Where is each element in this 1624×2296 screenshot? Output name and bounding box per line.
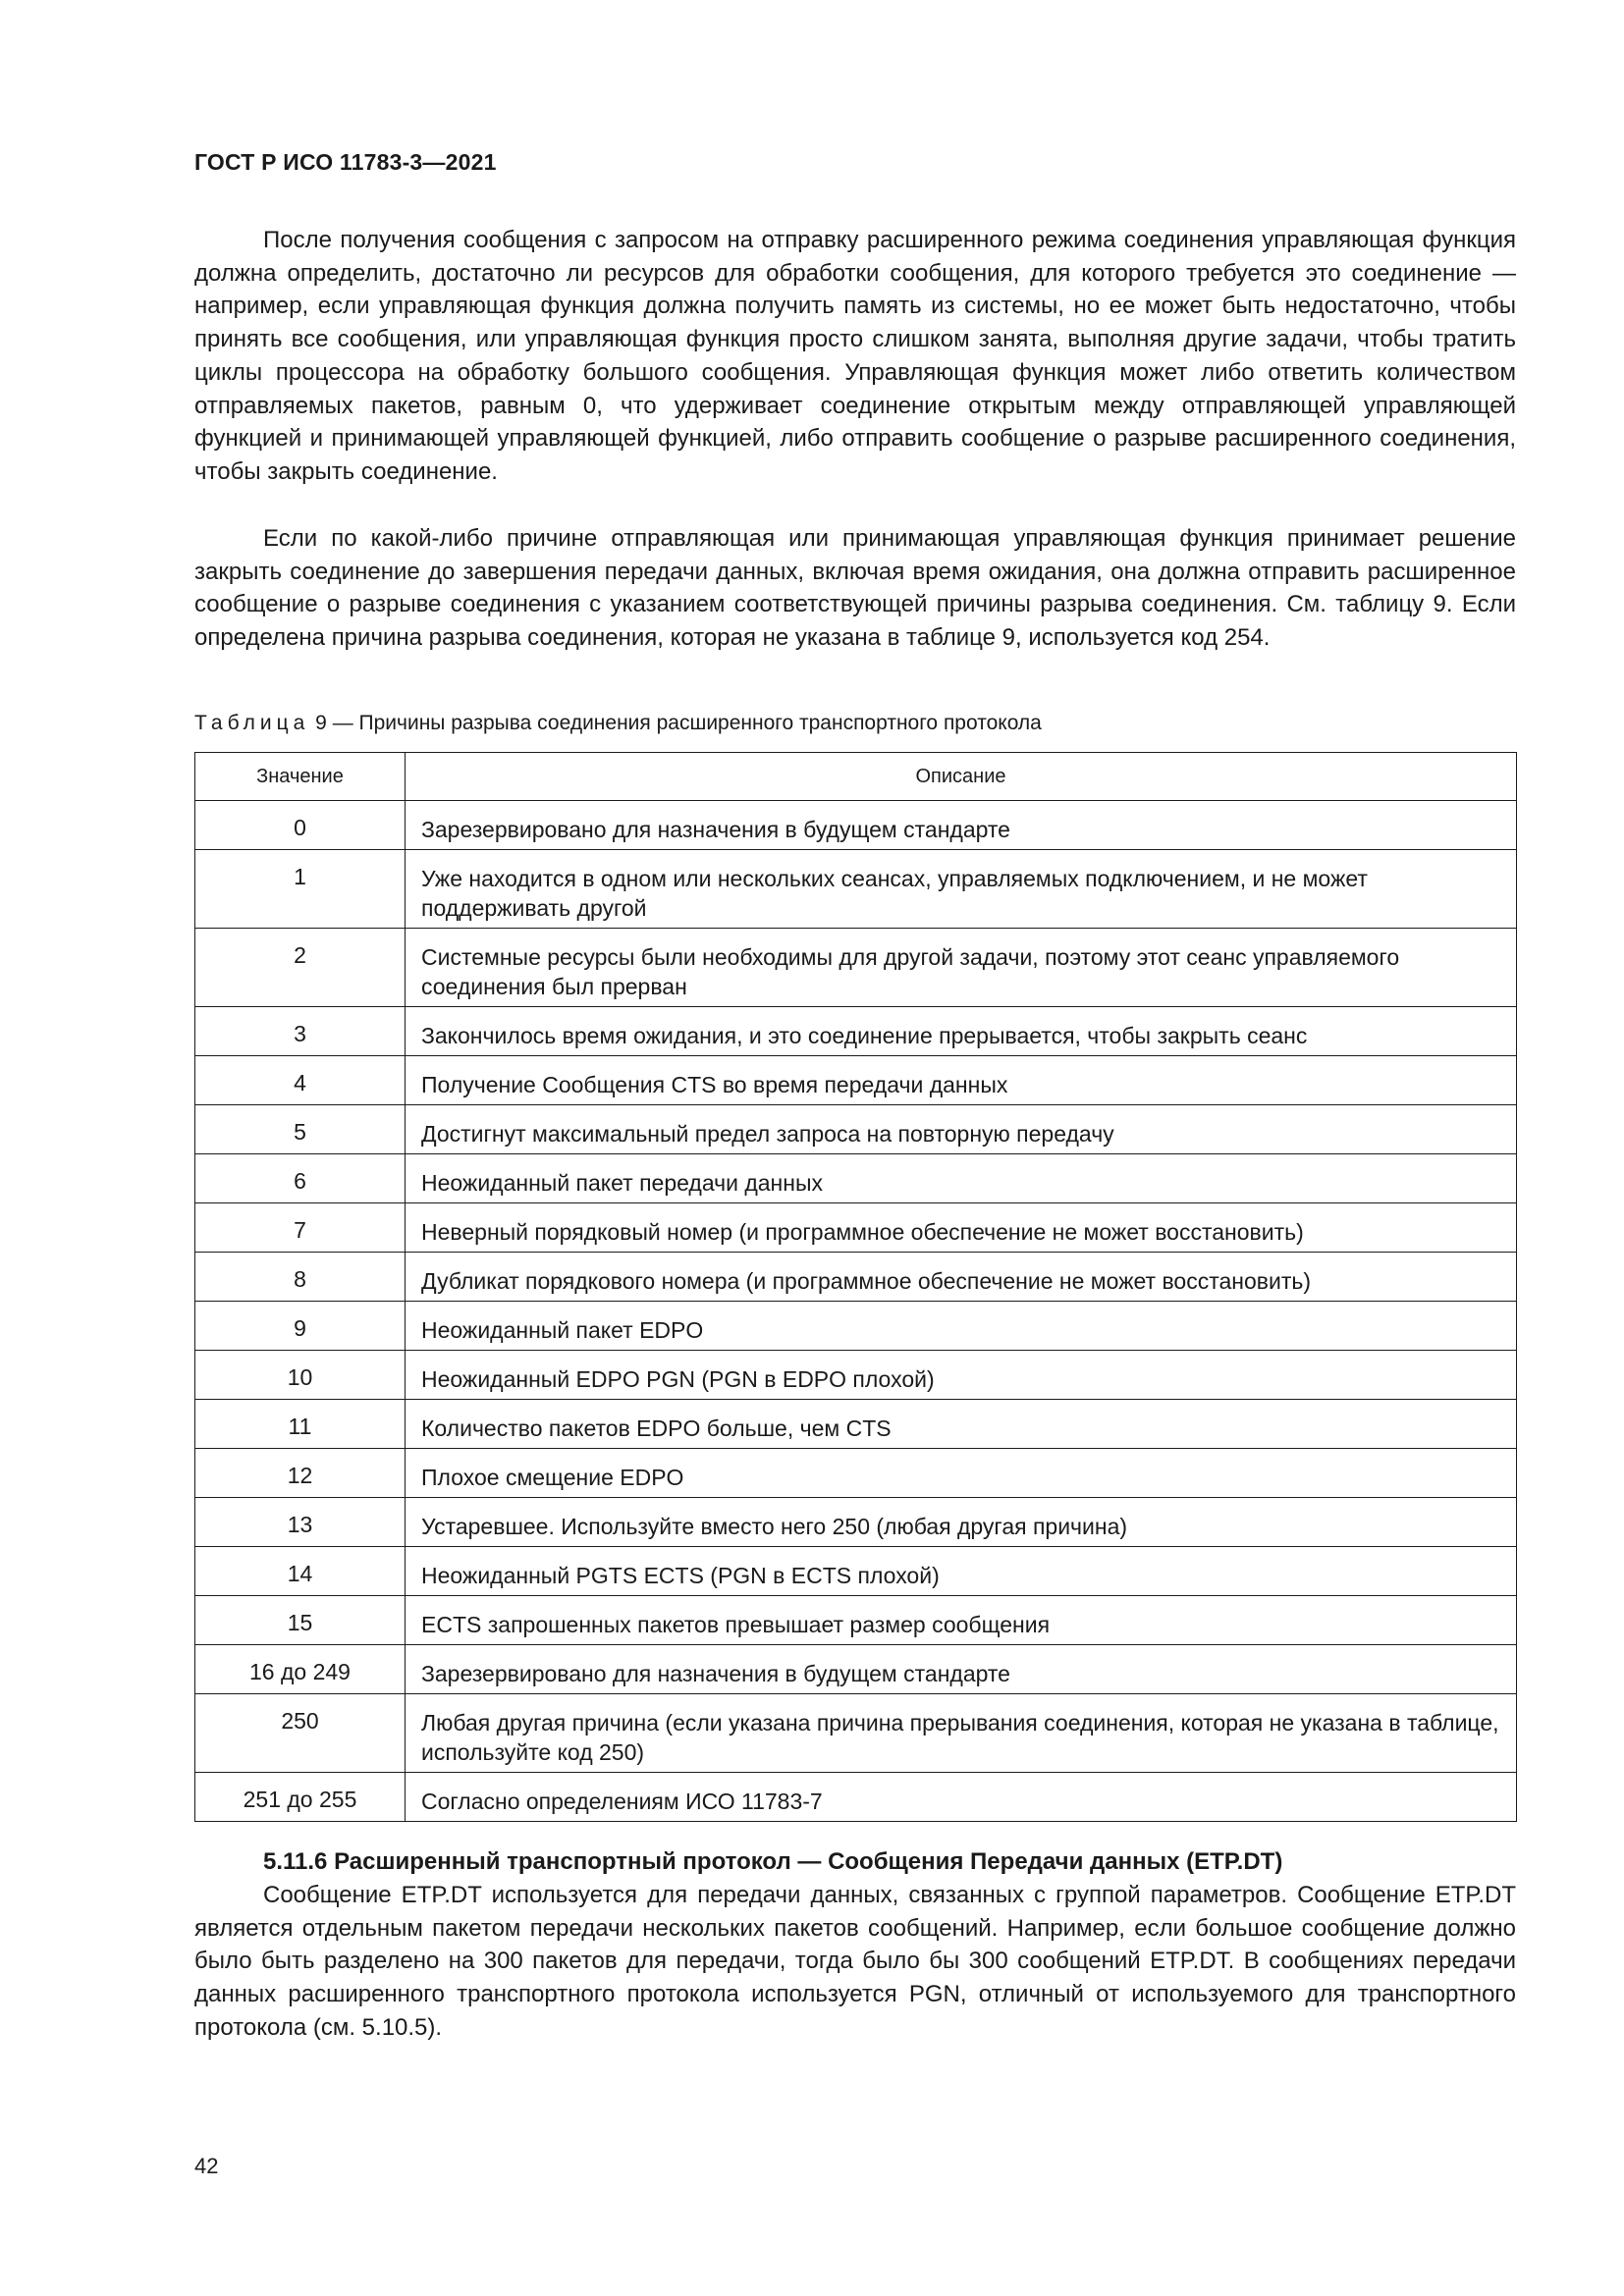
table-row	[195, 1154, 1517, 1203]
disconnect-reasons-table	[194, 752, 1517, 1822]
table-header-row	[195, 753, 1517, 801]
table-caption	[194, 712, 1042, 735]
table-row	[195, 1253, 1517, 1302]
table-caption-text: 9 — Причины разрыва соединения расширенного транспортного протокола	[309, 712, 1042, 734]
cell-description: Уже находится в одном или нескольких сеансах, управляемых подключением, и не может поддерживать другой	[406, 850, 1517, 929]
cell-description: Неожиданный пакет передачи данных	[406, 1154, 1517, 1203]
document-header: ГОСТ Р ИСО 11783-3—2021	[194, 149, 497, 175]
column-header-value: Значение	[195, 753, 406, 801]
table-row	[195, 1105, 1517, 1154]
cell-description: Системные ресурсы были необходимы для другой задачи, поэтому этот сеанс управляемого соединения был прерван	[406, 929, 1517, 1007]
cell-description: Неожиданный PGTS ECTS (PGN в ECTS плохой)	[406, 1547, 1517, 1596]
table-row	[195, 850, 1517, 929]
cell-description: Количество пакетов EDPO больше, чем CTS	[406, 1400, 1517, 1449]
section-body-paragraph: Сообщение ETP.DT используется для передачи данных, связанных с группой параметров. Сообщение ETP.DT является отдельным пакетом передачи нескольких пакетов сообщений. Например, если большое сообщение должно было быть разделено на 300 пакетов для передачи, тогда было бы 300 сообщений ETP.DT. В сообщениях передачи данных расширенного транспортного протокола используется PGN, отличный от используемого для транспортного протокола (см. 5.10.5).	[194, 1882, 1516, 2041]
cell-value: 9	[195, 1302, 406, 1351]
paragraph-2: Если по какой-либо причине отправляющая или принимающая управляющая функция принимает решение закрыть соединение до завершения передачи данных, включая время ожидания, она должна отправить расширенное сообщение о разрыве соединения с указанием соответствующей причины разрыва соединения. См. таблицу 9. Если определена причина разрыва соединения, которая не указана в таблице 9, используется код 254.	[194, 525, 1516, 652]
cell-value: 251 до 255	[195, 1773, 406, 1822]
cell-value: 250	[195, 1694, 406, 1773]
table-row	[195, 1645, 1517, 1694]
section-title: 5.11.6 Расширенный транспортный протокол — Сообщения Передачи данных (ETP.DT)	[263, 1848, 1283, 1875]
table-row	[195, 801, 1517, 850]
cell-description: Плохое смещение EDPO	[406, 1449, 1517, 1498]
column-header-description: Описание	[406, 753, 1517, 801]
cell-description: Неверный порядковый номер (и программное обеспечение не может восстановить)	[406, 1203, 1517, 1253]
table-row	[195, 1694, 1517, 1773]
cell-description: Закончилось время ожидания, и это соединение прерывается, чтобы закрыть сеанс	[406, 1007, 1517, 1056]
table-row	[195, 1547, 1517, 1596]
cell-description: Неожиданный пакет EDPO	[406, 1302, 1517, 1351]
cell-value: 4	[195, 1056, 406, 1105]
table-row	[195, 1056, 1517, 1105]
cell-value: 0	[195, 801, 406, 850]
page-number: 42	[194, 2154, 219, 2178]
cell-value: 13	[195, 1498, 406, 1547]
cell-value: 8	[195, 1253, 406, 1302]
cell-description: Зарезервировано для назначения в будущем стандарте	[406, 801, 1517, 850]
cell-description: Получение Сообщения CTS во время передачи данных	[406, 1056, 1517, 1105]
table-row	[195, 1203, 1517, 1253]
cell-description: Зарезервировано для назначения в будущем стандарте	[406, 1645, 1517, 1694]
cell-value: 11	[195, 1400, 406, 1449]
cell-description: Устаревшее. Используйте вместо него 250 (любая другая причина)	[406, 1498, 1517, 1547]
table-row	[195, 1449, 1517, 1498]
table-row	[195, 1351, 1517, 1400]
cell-value: 12	[195, 1449, 406, 1498]
cell-value: 14	[195, 1547, 406, 1596]
cell-description: Дубликат порядкового номера (и программное обеспечение не может восстановить)	[406, 1253, 1517, 1302]
cell-description: Любая другая причина (если указана причина прерывания соединения, которая не указана в таблице, используйте код 250)	[406, 1694, 1517, 1773]
cell-value: 5	[195, 1105, 406, 1154]
cell-value: 3	[195, 1007, 406, 1056]
cell-description: Неожиданный EDPO PGN (PGN в EDPO плохой)	[406, 1351, 1517, 1400]
cell-value: 16 до 249	[195, 1645, 406, 1694]
table-row	[195, 1302, 1517, 1351]
cell-value: 1	[195, 850, 406, 929]
paragraph-1: После получения сообщения с запросом на отправку расширенного режима соединения управляющая функция должна определить, достаточно ли ресурсов для обработки сообщения, для которого требуется это соединение — например, если управляющая функция должна получить память из системы, но ее может быть недостаточно, чтобы принять все сообщения, или управляющая функция просто слишком занята, выполняя другие задачи, чтобы тратить циклы процессора на обработку большого сообщения. Управляющая функция может либо ответить количеством отправляемых пакетов, равным 0, что удерживает соединение открытым между отправляющей управляющей функцией и принимающей управляющей функцией, либо отправить сообщение о разрыве расширенного соединения, чтобы закрыть соединение.	[194, 227, 1516, 485]
cell-description: Согласно определениям ИСО 11783-7	[406, 1773, 1517, 1822]
table-row	[195, 929, 1517, 1007]
table-row	[195, 1007, 1517, 1056]
cell-value: 10	[195, 1351, 406, 1400]
table-row	[195, 1498, 1517, 1547]
table-caption-label: Таблица	[194, 712, 310, 734]
cell-value: 2	[195, 929, 406, 1007]
cell-description: Достигнут максимальный предел запроса на повторную передачу	[406, 1105, 1517, 1154]
cell-description: ECTS запрошенных пакетов превышает размер сообщения	[406, 1596, 1517, 1645]
cell-value: 7	[195, 1203, 406, 1253]
cell-value: 15	[195, 1596, 406, 1645]
cell-value: 6	[195, 1154, 406, 1203]
table-row	[195, 1596, 1517, 1645]
table-row	[195, 1773, 1517, 1822]
table-row	[195, 1400, 1517, 1449]
